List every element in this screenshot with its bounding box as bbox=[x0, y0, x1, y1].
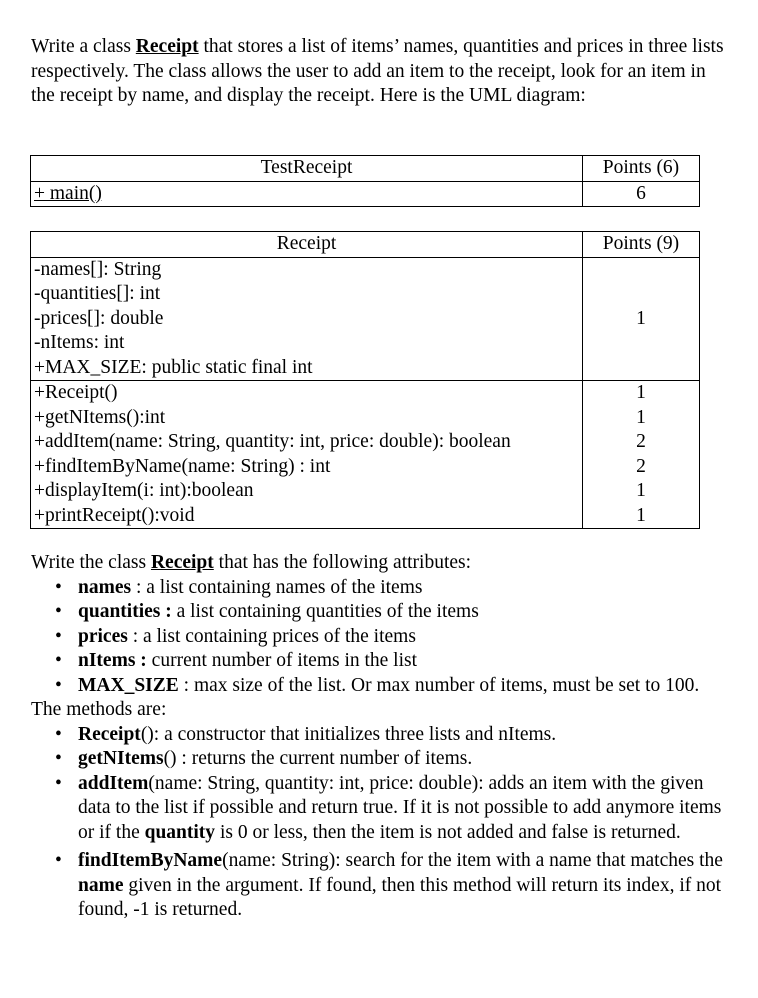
method-finditembyname: +findItemByName(name: String) : int bbox=[34, 455, 331, 477]
method-desc: (name: String, quantity: int, price: double): adds an item with the given data to the list if possible and return true. If it is not possible to add anymore items or if the bbox=[78, 772, 722, 843]
list-item bbox=[31, 747, 731, 772]
attributes-heading-start: Write the class bbox=[31, 552, 151, 573]
points-printreceipt: 1 bbox=[636, 504, 646, 526]
method-term: addItem bbox=[78, 772, 149, 794]
method-emphasis: quantity bbox=[144, 821, 216, 843]
attribute-nitems: -nItems: int bbox=[34, 332, 125, 353]
list-item bbox=[31, 600, 731, 625]
method-desc: (name: String): search for the item with a name that matches the bbox=[222, 850, 723, 871]
intro-text-end: that stores a list of items’ names, quantities and prices in three lists respectively. The class allows the user to add an item to the receipt, look for an item in the receipt by name, and display the receipt. Here is the UML diagram: bbox=[31, 36, 724, 106]
method-term: Receipt bbox=[78, 723, 141, 745]
main-method: + main() bbox=[34, 182, 102, 204]
method-receipt: +Receipt() bbox=[34, 382, 118, 403]
methods-points bbox=[583, 381, 700, 529]
list-item bbox=[31, 576, 731, 601]
test-receipt-uml-table bbox=[30, 155, 700, 207]
attributes-points: 1 bbox=[583, 257, 700, 381]
test-receipt-title: TestReceipt bbox=[31, 156, 583, 182]
points-getnitems: 1 bbox=[636, 406, 646, 428]
receipt-methods bbox=[31, 381, 583, 529]
test-receipt-points-header: Points (6) bbox=[583, 156, 700, 182]
method-term: getNItems bbox=[78, 748, 164, 769]
attr-term: names bbox=[78, 576, 132, 598]
list-item bbox=[31, 625, 731, 650]
list-item bbox=[31, 849, 731, 923]
attr-term: MAX_SIZE bbox=[78, 674, 179, 696]
list-item bbox=[31, 772, 731, 846]
intro-text-start: Write a class bbox=[31, 36, 136, 57]
points-additem: 2 bbox=[636, 431, 646, 452]
attribute-quantities: -quantities[]: int bbox=[34, 283, 161, 304]
methods-list bbox=[31, 723, 731, 923]
method-displayitem: +displayItem(i: int):boolean bbox=[34, 480, 254, 501]
attributes-section bbox=[31, 551, 731, 923]
points-receipt: 1 bbox=[636, 382, 646, 403]
receipt-uml-table bbox=[30, 231, 700, 529]
attribute-max-size: +MAX_SIZE: public static final int bbox=[34, 356, 313, 378]
attr-desc: : a list containing names of the items bbox=[131, 576, 423, 598]
attr-desc: : max size of the list. Or max number of items, must be set to 100. bbox=[178, 674, 700, 696]
points-displayitem: 1 bbox=[636, 480, 646, 501]
list-item bbox=[31, 649, 731, 674]
intro-paragraph bbox=[31, 35, 731, 109]
receipt-title: Receipt bbox=[31, 232, 583, 258]
method-desc: is 0 or less, then the item is not added and false is returned. bbox=[215, 821, 681, 843]
method-desc: (): a constructor that initializes three lists and nItems. bbox=[140, 723, 557, 745]
attr-term: quantities : bbox=[78, 601, 172, 622]
attributes-heading-class: Receipt bbox=[150, 552, 214, 573]
method-term: findItemByName bbox=[78, 850, 223, 871]
main-method-cell bbox=[31, 181, 583, 207]
attr-desc: current number of items in the list bbox=[146, 650, 418, 671]
receipt-attributes bbox=[31, 257, 583, 381]
method-printreceipt: +printReceipt():void bbox=[34, 504, 195, 526]
method-desc: given in the argument. If found, then this method will return its index, if not found, -1 is returned. bbox=[78, 874, 722, 920]
attributes-list bbox=[31, 576, 731, 699]
intro-class-name: Receipt bbox=[135, 36, 199, 57]
method-desc: () : returns the current number of items. bbox=[163, 748, 473, 769]
attr-term: nItems : bbox=[78, 650, 147, 671]
attribute-prices: -prices[]: double bbox=[34, 307, 164, 329]
attributes-heading bbox=[31, 551, 731, 576]
list-item bbox=[31, 723, 731, 748]
attribute-names: -names[]: String bbox=[34, 258, 162, 280]
receipt-points-header: Points (9) bbox=[583, 232, 700, 258]
method-additem: +addItem(name: String, quantity: int, price: double): boolean bbox=[34, 431, 511, 452]
attr-desc: : a list containing prices of the items bbox=[127, 625, 416, 647]
method-getnitems: +getNItems():int bbox=[34, 406, 166, 428]
main-method-points: 6 bbox=[583, 181, 700, 207]
methods-heading: The methods are: bbox=[31, 699, 167, 720]
method-emphasis: name bbox=[78, 874, 124, 896]
list-item bbox=[31, 674, 731, 699]
attributes-heading-end: that has the following attributes: bbox=[213, 552, 472, 573]
attr-term: prices bbox=[78, 625, 128, 647]
attr-desc: a list containing quantities of the items bbox=[171, 601, 479, 622]
points-finditembyname: 2 bbox=[636, 455, 646, 477]
